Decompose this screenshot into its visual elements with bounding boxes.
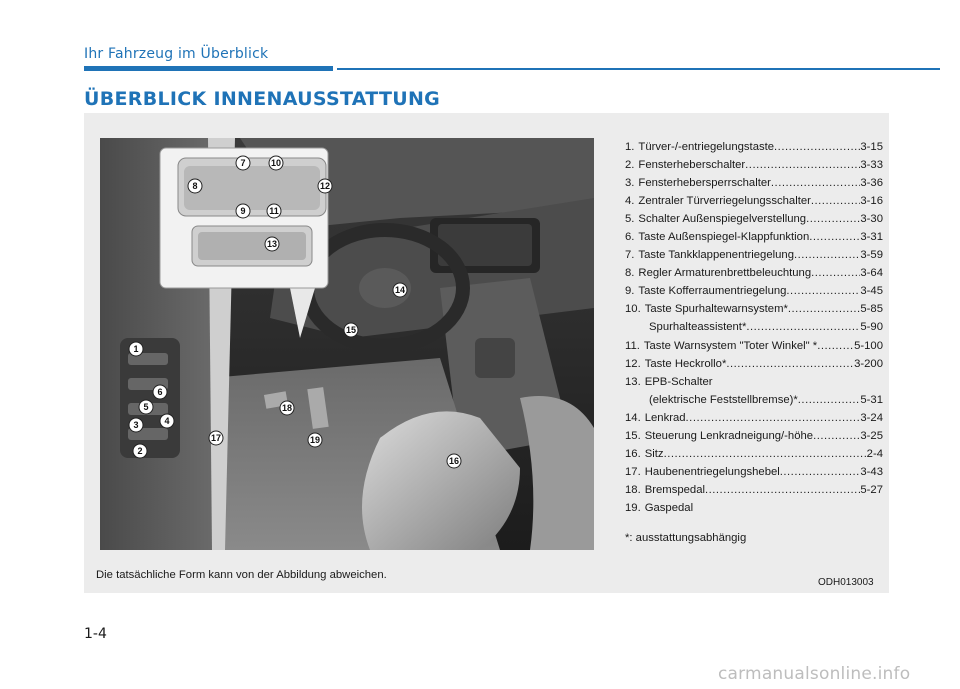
list-item: (elektrische Feststellbremse)* ..... 5-31 (625, 391, 883, 409)
svg-text:1: 1 (133, 344, 139, 354)
list-item: 15. Steuerung Lenkradneigung/-höhe ..... 3-25 (625, 427, 883, 445)
list-item: 13. EPB-Schalter (625, 375, 713, 388)
svg-text:11: 11 (269, 206, 279, 216)
svg-text:8: 8 (192, 181, 198, 191)
list-item: 19. Gaspedal (625, 501, 694, 514)
callout-4 (160, 414, 174, 428)
list-item: 3. Fensterhebersperrschalter ..... 3-36 (625, 174, 883, 192)
list-item: 2. Fensterheberschalter ..... 3-33 (625, 156, 883, 174)
callout-6 (153, 385, 167, 399)
list-item: 5. Schalter Außenspiegelverstellung ..... 3-30 (625, 210, 883, 228)
callout-11 (267, 204, 281, 218)
list-item: 8. Regler Armaturenbrettbeleuchtung ..... 3-64 (625, 264, 883, 282)
callout-8 (188, 179, 202, 193)
list-item: 9. Taste Kofferraumentriegelung ..... 3-45 (625, 282, 883, 300)
svg-text:5: 5 (143, 402, 149, 412)
list-item: 7. Taste Tankklappenentriegelung ..... 3-59 (625, 246, 883, 264)
watermark: carmanualsonline.info (718, 664, 911, 684)
svg-text:10: 10 (270, 158, 282, 168)
interior-illustration (100, 138, 594, 550)
callout-13 (265, 237, 279, 251)
page-number: 1-4 (84, 626, 107, 642)
callout-16 (447, 454, 461, 468)
figure-code: ODH013003 (818, 577, 874, 588)
callout-12 (318, 179, 332, 193)
list-item: 6. Taste Außenspiegel-Klappfunktion ..... 3-31 (625, 228, 883, 246)
svg-text:2: 2 (137, 446, 143, 456)
list-item: 1. Türver-/-entriegelungstaste ..... 3-15 (625, 138, 883, 156)
callout-3 (129, 418, 143, 432)
header-rule-thin (337, 68, 940, 70)
callout-7 (236, 156, 250, 170)
list-item: 18. Bremspedal ..... 5-27 (625, 481, 883, 499)
list-item: 10. Taste Spurhaltewarnsystem* ..... 5-85 (625, 300, 883, 318)
svg-text:19: 19 (309, 435, 321, 445)
section-title: Ihr Fahrzeug im Überblick (84, 46, 269, 62)
list-item: 16. Sitz ..... 2-4 (625, 445, 883, 463)
svg-text:15: 15 (345, 325, 357, 335)
figure-caption: Die tatsächliche Form kann von der Abbildung abweichen. (96, 569, 387, 581)
list-item: 14. Lenkrad ..... 3-24 (625, 409, 883, 427)
svg-text:18: 18 (281, 403, 293, 413)
callout-19 (308, 433, 322, 447)
list-item: 11. Taste Warnsystem "Toter Winkel" * ..... 5-100 (625, 337, 883, 355)
list-item: 17. Haubenentriegelungshebel ..... 3-43 (625, 463, 883, 481)
callout-17 (209, 431, 223, 445)
callout-5 (139, 400, 153, 414)
svg-text:3: 3 (133, 420, 139, 430)
callout-9 (236, 204, 250, 218)
callout-14 (393, 283, 407, 297)
svg-text:17: 17 (210, 433, 222, 443)
component-list (625, 138, 883, 517)
svg-text:14: 14 (394, 285, 406, 295)
svg-text:13: 13 (266, 239, 278, 249)
callout-2 (133, 444, 147, 458)
svg-text:6: 6 (157, 387, 163, 397)
svg-text:12: 12 (319, 181, 331, 191)
list-item: 12. Taste Heckrollo* ..... 3-200 (625, 355, 883, 373)
header-rule-thick (84, 66, 333, 71)
list-item: Spurhalteassistent* ..... 5-90 (625, 318, 883, 336)
callout-1 (129, 342, 143, 356)
list-item: 4. Zentraler Türverriegelungsschalter ..... 3-16 (625, 192, 883, 210)
svg-text:7: 7 (240, 158, 246, 168)
svg-text:9: 9 (240, 206, 246, 216)
svg-text:16: 16 (448, 456, 460, 466)
callout-10 (269, 156, 283, 170)
footnote: *: ausstattungsabhängig (625, 532, 747, 544)
callout-15 (344, 323, 358, 337)
callout-18 (280, 401, 294, 415)
page-heading: ÜBERBLICK INNENAUSSTATTUNG (84, 88, 441, 110)
svg-text:4: 4 (164, 416, 170, 426)
